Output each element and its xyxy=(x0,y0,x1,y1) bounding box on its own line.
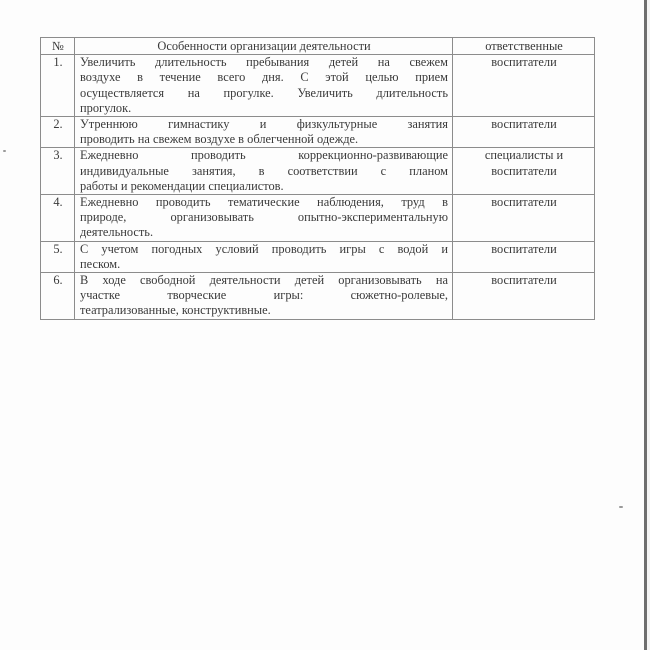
row-number: 2. xyxy=(41,117,75,148)
activities-table xyxy=(40,37,595,320)
row-number: 3. xyxy=(41,148,75,195)
responsible-line: воспитатели xyxy=(491,163,557,178)
table-row xyxy=(41,117,595,148)
row-responsible xyxy=(453,117,595,148)
description-line: прогулок. xyxy=(80,100,132,115)
description-line: природе, организовывать опытно-экспериментальную xyxy=(80,210,448,225)
scan-speck xyxy=(619,506,623,508)
description-line: участке творческие игры: сюжетно-ролевые, xyxy=(80,288,448,303)
description-line: Ежедневно проводить тематические наблюдения, труд в xyxy=(80,195,448,210)
row-responsible xyxy=(453,148,595,195)
row-responsible xyxy=(453,195,595,242)
description-line: проводить на свежем воздухе в облегченной одежде. xyxy=(80,132,359,147)
description-line: В ходе свободной деятельности детей организовывать на xyxy=(80,273,448,288)
responsible-line: воспитатели xyxy=(491,55,557,70)
description-line: работы и рекомендации специалистов. xyxy=(80,178,284,193)
table-row xyxy=(41,55,595,117)
row-description xyxy=(75,241,453,272)
table-row xyxy=(41,195,595,242)
row-description xyxy=(75,148,453,195)
row-description xyxy=(75,195,453,242)
responsible-line: воспитатели xyxy=(491,241,557,256)
responsible-line: воспитатели xyxy=(491,273,557,288)
table-header-row xyxy=(41,38,595,55)
row-number: 5. xyxy=(41,241,75,272)
row-number: 4. xyxy=(41,195,75,242)
row-number: 6. xyxy=(41,273,75,320)
scan-speck xyxy=(3,150,6,152)
table-row xyxy=(41,241,595,272)
description-line: С учетом погодных условий проводить игры с водой и xyxy=(80,241,448,256)
row-number: 1. xyxy=(41,55,75,117)
table-row xyxy=(41,148,595,195)
description-line: театрализованные, конструктивные. xyxy=(80,303,271,318)
description-line: индивидуальные занятия, в соответствии с планом xyxy=(80,163,448,178)
description-line: деятельность. xyxy=(80,225,154,240)
row-description xyxy=(75,117,453,148)
header-number: № xyxy=(41,38,75,55)
description-line: Ежедневно проводить коррекционно-развивающие xyxy=(80,148,448,163)
responsible-line: воспитатели xyxy=(491,117,557,132)
responsible-line: специалисты и xyxy=(484,148,564,163)
description-line: Увеличить длительность пребывания детей на свежем xyxy=(80,55,448,70)
row-responsible xyxy=(453,241,595,272)
description-line: осуществляется на прогулке. Увеличить длительность xyxy=(80,85,448,100)
table-row xyxy=(41,273,595,320)
row-description xyxy=(75,55,453,117)
header-description: Особенности организации деятельности xyxy=(75,38,453,55)
row-responsible xyxy=(453,273,595,320)
description-line: Утреннюю гимнастику и физкультурные занятия xyxy=(80,117,448,132)
row-responsible xyxy=(453,55,595,117)
header-responsible: ответственные xyxy=(453,38,595,55)
description-line: воздухе в течение всего дня. С этой целью прием xyxy=(80,70,448,85)
responsible-line: воспитатели xyxy=(491,195,557,210)
row-description xyxy=(75,273,453,320)
description-line: песком. xyxy=(80,256,121,271)
